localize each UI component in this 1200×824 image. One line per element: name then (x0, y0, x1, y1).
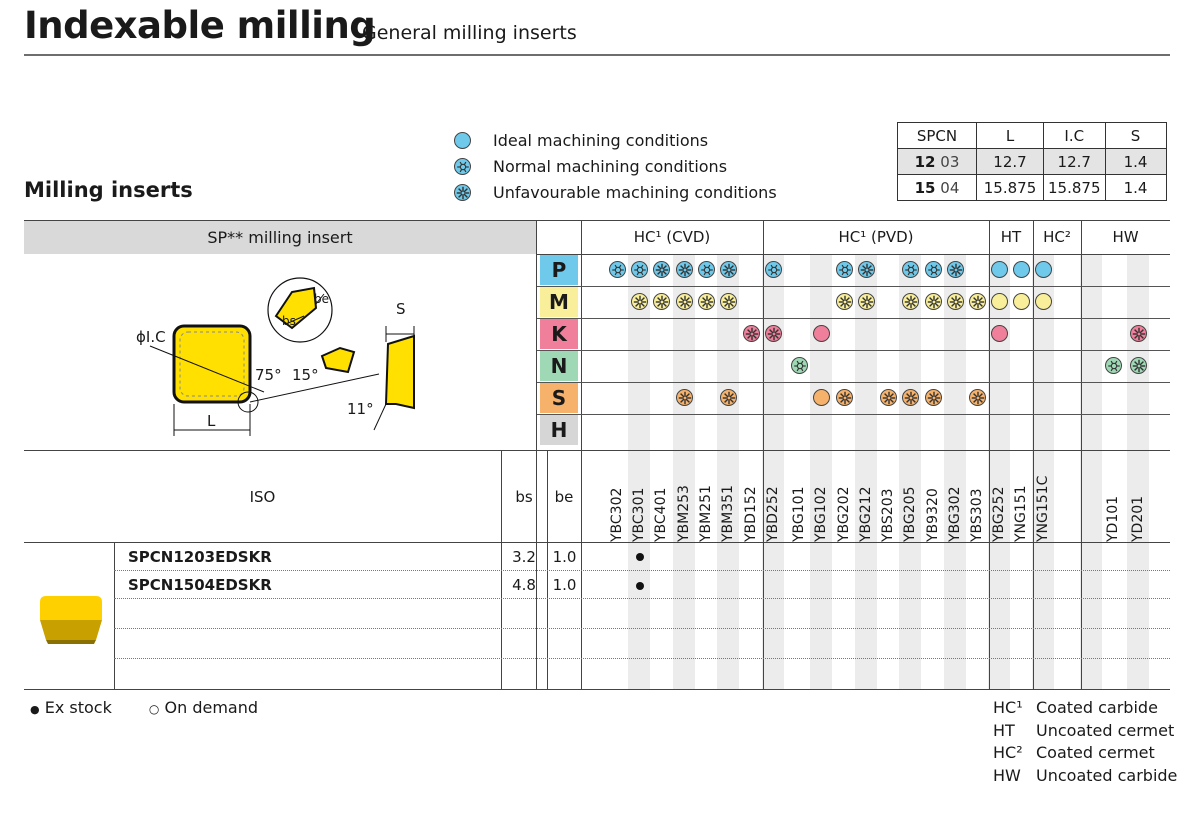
material-row-line (537, 382, 1170, 383)
section-title: Milling inserts (24, 178, 193, 202)
page-title: Indexable milling (24, 4, 376, 47)
rating-unfav-icon (676, 293, 693, 310)
grade-label: YBG252 (991, 486, 1007, 542)
grade-label: YBS203 (880, 488, 896, 542)
be-label: be (314, 292, 329, 306)
on-demand-icon: ○ (148, 702, 160, 716)
type-label: Uncoated carbide (1036, 765, 1178, 785)
rating-ideal-icon (813, 325, 830, 342)
spec-header: I.C (1044, 123, 1106, 149)
group-divider (1081, 220, 1082, 690)
product-iso: SPCN1203EDSKR (128, 548, 272, 566)
legend-label: Normal machining conditions (493, 156, 728, 176)
rating-ideal-icon (1035, 293, 1052, 310)
group-divider (1033, 220, 1034, 690)
row-divider (114, 570, 1170, 571)
rating-normal-icon (631, 261, 648, 278)
angle-15-label: 15° (292, 366, 319, 384)
rating-normal-icon (925, 261, 942, 278)
product-bs: 4.8 (512, 576, 536, 594)
type-code: HC¹ (993, 698, 1023, 717)
column-divider (114, 542, 115, 690)
grade-label: YBG102 (813, 486, 829, 542)
rating-ideal-icon (813, 389, 830, 406)
rating-unfav-icon (1130, 325, 1147, 342)
row-divider (114, 598, 1170, 599)
rating-normal-icon (698, 261, 715, 278)
insert-thumbnail (36, 592, 106, 646)
grade-label: YBC401 (653, 487, 669, 542)
angle-11-label: 11° (347, 400, 374, 418)
product-be: 1.0 (552, 548, 577, 566)
column-divider (536, 220, 537, 690)
grade-column-shade (899, 254, 921, 690)
ex-stock-label: Ex stock (44, 698, 112, 717)
row-divider (114, 628, 1170, 629)
group-header-label: HW (1112, 228, 1139, 246)
grade-label: YNG151 (1013, 485, 1029, 542)
grade-column-shade (988, 254, 1010, 690)
angle-75-label: 75° (255, 366, 282, 384)
grade-label: YBM253 (676, 485, 692, 542)
rating-normal-icon (1105, 357, 1122, 374)
s-label: S (396, 300, 406, 318)
grade-label: YNG151C (1035, 475, 1051, 542)
bs-header: bs (515, 488, 533, 506)
insert-drawing (24, 254, 536, 450)
insert-dimension-table (897, 122, 1167, 201)
grade-label: YBG212 (858, 486, 874, 542)
legend-label: Ideal machining conditions (493, 130, 709, 150)
type-code: HT (993, 720, 1015, 740)
grade-label: YBC302 (609, 487, 625, 542)
milling-insert-grid (24, 220, 1170, 690)
rating-normal-icon (609, 261, 626, 278)
legend-ideal (454, 128, 708, 152)
grade-label: YBM251 (698, 485, 714, 542)
spec-s: 1.4 (1105, 175, 1166, 201)
rating-normal-icon (791, 357, 808, 374)
rating-unfav-icon (676, 261, 693, 278)
type-code: HW (993, 765, 1021, 785)
material-row-line (537, 318, 1170, 319)
type-label: Coated cermet (1036, 743, 1155, 762)
be-header: be (554, 488, 574, 506)
type-label: Uncoated cermet (1036, 720, 1175, 740)
l-label: L (207, 412, 216, 430)
grade-column-shade (717, 254, 739, 690)
grade-label: YBS303 (969, 488, 985, 542)
rating-unfav-icon (720, 293, 737, 310)
unfavourable-marker-icon (454, 184, 471, 201)
spec-header: S (1105, 123, 1166, 149)
rating-normal-icon (765, 261, 782, 278)
grid-top-line (24, 220, 1170, 221)
rating-ideal-icon (991, 325, 1008, 342)
grade-label: YBC301 (631, 487, 647, 542)
ex-stock-icon: ● (30, 703, 40, 716)
type-key (993, 698, 1177, 788)
grade-column-shade (855, 254, 877, 690)
grade-label: YD101 (1105, 495, 1121, 542)
product-be: 1.0 (552, 576, 577, 594)
grade-label: YBG205 (902, 486, 918, 542)
spec-size: 12 03 (898, 149, 977, 175)
rating-unfav-icon (880, 389, 897, 406)
rating-unfav-icon (947, 261, 964, 278)
material-k: K (540, 319, 578, 349)
spec-header: L (977, 123, 1044, 149)
on-demand-label: On demand (164, 698, 259, 717)
grade-area (537, 220, 1170, 690)
page-subtitle: General milling inserts (362, 22, 577, 44)
rating-unfav-icon (969, 389, 986, 406)
insert-header: SP** milling insert (207, 228, 353, 247)
grade-column-shade (810, 254, 832, 690)
rating-unfav-icon (836, 293, 853, 310)
header-bottom-line (24, 542, 1170, 543)
rating-normal-icon (836, 261, 853, 278)
rating-unfav-icon (1130, 357, 1147, 374)
square-insert-shape (174, 326, 250, 402)
rating-unfav-icon (925, 389, 942, 406)
material-m: M (540, 287, 578, 317)
rating-ideal-icon (1013, 293, 1030, 310)
spec-size: 15 04 (898, 175, 977, 201)
rating-unfav-icon (925, 293, 942, 310)
grade-label: YBM351 (720, 485, 736, 542)
normal-marker-icon (454, 158, 471, 175)
material-s: S (540, 383, 578, 413)
material-row-line (537, 350, 1170, 351)
rating-unfav-icon (858, 261, 875, 278)
grade-column-shade (944, 254, 966, 690)
iso-header: ISO (249, 488, 276, 506)
grade-column-shade (1127, 254, 1149, 690)
legend-normal (454, 154, 727, 178)
ic-label: ϕI.C (136, 328, 166, 346)
material-row-line (537, 286, 1170, 287)
spec-ic: 12.7 (1044, 149, 1106, 175)
group-divider (763, 220, 764, 690)
product-iso: SPCN1504EDSKR (128, 576, 272, 594)
stock-notes (30, 698, 258, 717)
spec-l: 15.875 (977, 175, 1044, 201)
legend-unfavourable (454, 180, 777, 204)
grade-label: YBG202 (836, 486, 852, 542)
grade-column-shade (1032, 254, 1054, 690)
group-header-label: HC¹ (CVD) (633, 228, 711, 246)
grade-column-shade (1080, 254, 1102, 690)
grade-label: YBD252 (765, 486, 781, 542)
grade-column-shade (762, 254, 784, 690)
insert-drawing-area (24, 254, 536, 450)
rating-ideal-icon (991, 293, 1008, 310)
rating-unfav-icon (631, 293, 648, 310)
title-divider (24, 54, 1170, 56)
spec-header-row (898, 123, 1167, 149)
type-key-row (993, 766, 1177, 789)
rating-unfav-icon (698, 293, 715, 310)
group-header-label: HC¹ (PVD) (838, 228, 914, 246)
grade-column-shade (628, 254, 650, 690)
rating-unfav-icon (902, 389, 919, 406)
type-label: Coated carbide (1036, 698, 1158, 717)
spec-row (898, 149, 1167, 175)
rating-unfav-icon (902, 293, 919, 310)
rating-unfav-icon (720, 261, 737, 278)
rating-unfav-icon (653, 261, 670, 278)
rating-unfav-icon (836, 389, 853, 406)
legend-label: Unfavourable machining conditions (493, 182, 777, 202)
rating-unfav-icon (720, 389, 737, 406)
drawing-bottom-line (24, 450, 1170, 451)
rating-unfav-icon (743, 325, 760, 342)
rating-ideal-icon (991, 261, 1008, 278)
rating-unfav-icon (653, 293, 670, 310)
product-bs: 3.2 (512, 548, 536, 566)
material-divider (581, 220, 582, 690)
grid-bottom-line (24, 689, 1170, 690)
grade-label: YD201 (1130, 495, 1146, 542)
grade-label: YB9320 (925, 488, 941, 542)
spec-l: 12.7 (977, 149, 1044, 175)
type-key-row (993, 721, 1177, 744)
group-divider (989, 220, 990, 690)
type-key-row (993, 698, 1177, 721)
spec-header: SPCN (898, 123, 977, 149)
rating-unfav-icon (947, 293, 964, 310)
grade-column-shade (673, 254, 695, 690)
ideal-marker-icon (454, 132, 471, 149)
material-n: N (540, 351, 578, 381)
type-code: HC² (993, 743, 1023, 762)
grade-label: YBD152 (743, 486, 759, 542)
ex-stock-dot (636, 553, 644, 561)
ex-stock-dot (636, 582, 644, 590)
material-p: P (540, 255, 578, 285)
grade-label: YBG101 (791, 486, 807, 542)
spec-s: 1.4 (1105, 149, 1166, 175)
group-header-label: HC² (1043, 228, 1071, 246)
bs-label: bs (282, 314, 296, 328)
group-header-line (537, 254, 1170, 255)
material-h: H (540, 415, 578, 445)
spec-ic: 15.875 (1044, 175, 1106, 201)
rating-unfav-icon (858, 293, 875, 310)
type-key-row (993, 743, 1177, 766)
grade-label: YBG302 (947, 486, 963, 542)
rating-unfav-icon (765, 325, 782, 342)
row-divider (114, 658, 1170, 659)
rating-ideal-icon (1013, 261, 1030, 278)
group-header-label: HT (1000, 228, 1022, 246)
spec-row (898, 175, 1167, 201)
material-row-line (537, 414, 1170, 415)
rating-normal-icon (902, 261, 919, 278)
rating-unfav-icon (969, 293, 986, 310)
rating-ideal-icon (1035, 261, 1052, 278)
rating-unfav-icon (676, 389, 693, 406)
